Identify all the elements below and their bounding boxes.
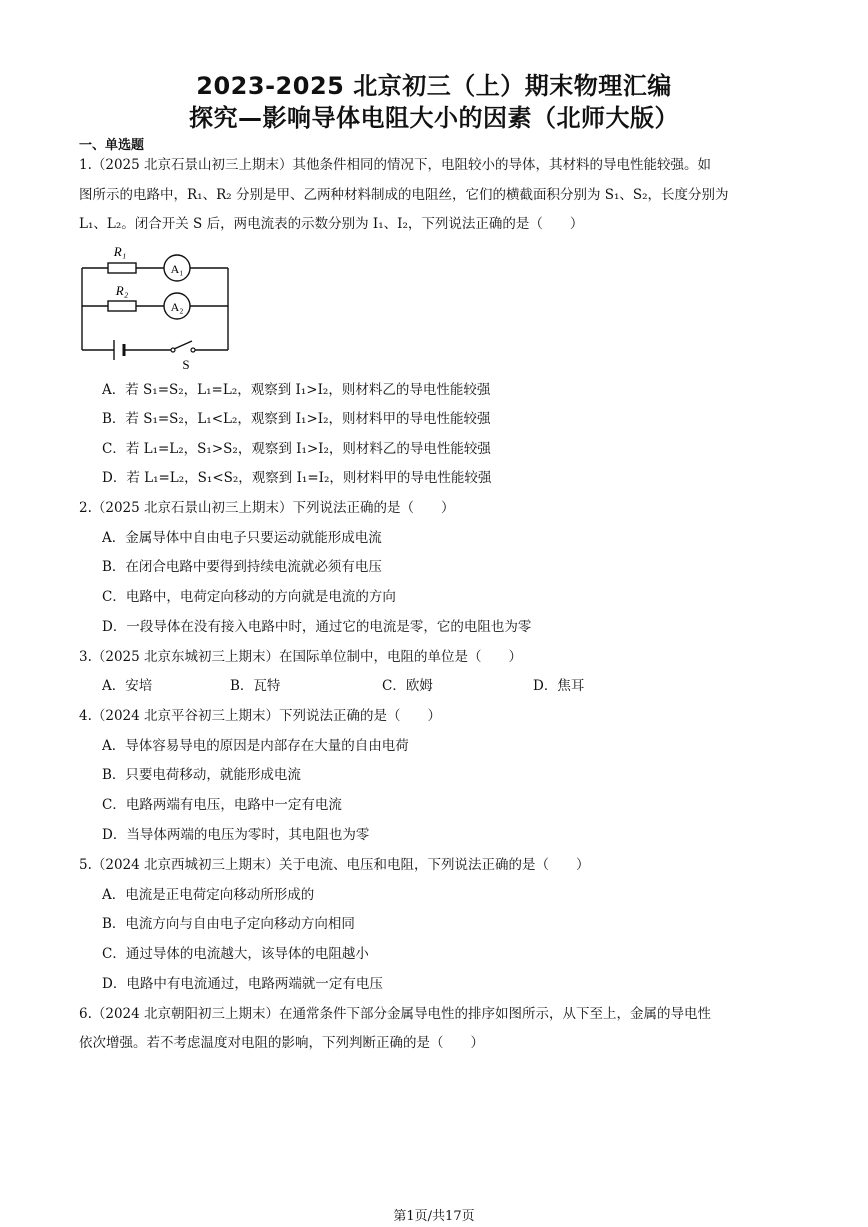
q1-option-a: A．若 S₁=S₂，L₁=L₂，观察到 I₁>I₂，则材料乙的导电性能较强 <box>102 382 491 398</box>
q3-option-a: A．安培 <box>102 678 153 694</box>
q2-option-a: A．金属导体中自由电子只要运动就能形成电流 <box>102 530 382 546</box>
q4-option-b: B．只要电荷移动，就能形成电流 <box>102 767 301 783</box>
q5-option-d: D．电路中有电流通过，电路两端就一定有电压 <box>102 976 383 992</box>
switch-icon <box>171 341 195 352</box>
q1-option-b: B．若 S₁=S₂，L₁<L₂，观察到 I₁>I₂，则材料甲的导电性能较强 <box>102 411 491 427</box>
resistor-r2 <box>108 301 136 311</box>
label-a2: A₂ <box>170 300 184 314</box>
q3-stem: 3.（2025 北京东城初三上期末）在国际单位制中，电阻的单位是（ ） <box>79 649 523 665</box>
section-heading: 一、单选题 <box>79 138 145 153</box>
q2-option-d: D．一段导体在没有接入电路中时，通过它的电流是零，它的电阻也为零 <box>102 619 532 635</box>
q3-option-b: B．瓦特 <box>230 678 281 694</box>
q2-stem: 2.（2025 北京石景山初三上期末）下列说法正确的是（ ） <box>79 500 455 516</box>
q4-option-c: C．电路两端有电压，电路中一定有电流 <box>102 797 342 813</box>
label-switch: S <box>182 357 190 372</box>
label-a1: A₁ <box>170 262 184 276</box>
q2-option-c: C．电路中，电荷定向移动的方向就是电流的方向 <box>102 589 396 605</box>
document-title-line1: 2023-2025 北京初三（上）期末物理汇编 <box>196 72 672 100</box>
q5-option-b: B．电流方向与自由电子定向移动方向相同 <box>102 916 355 932</box>
q4-option-d: D．当导体两端的电压为零时，其电阻也为零 <box>102 827 370 843</box>
q1-option-c: C．若 L₁=L₂，S₁>S₂，观察到 I₁>I₂，则材料乙的导电性能较强 <box>102 441 491 457</box>
battery-icon <box>114 340 124 360</box>
q3-option-c: C．欧姆 <box>382 678 433 694</box>
q1-option-d: D．若 L₁=L₂，S₁<S₂，观察到 I₁=I₂，则材料甲的导电性能较强 <box>102 470 492 486</box>
resistor-r1 <box>108 263 136 273</box>
q5-stem: 5.（2024 北京西城初三上期末）关于电流、电压和电阻，下列说法正确的是（ ） <box>79 857 590 873</box>
q6-stem-line1: 6.（2024 北京朝阳初三上期末）在通常条件下部分金属导电性的排序如图所示，从下至上，金属的导电性 <box>79 1006 712 1022</box>
q1-stem-line3: L₁、L₂。闭合开关 S 后，两电流表的示数分别为 I₁、I₂，下列说法正确的是（ ） <box>79 216 584 232</box>
q1-stem-line1: 1.（2025 北京石景山初三上期末）其他条件相同的情况下，电阻较小的导体，其材料的导电性能较强。如 <box>79 157 712 173</box>
q3-option-d: D．焦耳 <box>533 678 585 694</box>
circuit-diagram <box>76 240 240 374</box>
q4-option-a: A．导体容易导电的原因是内部存在大量的自由电荷 <box>102 738 409 754</box>
q5-option-a: A．电流是正电荷定向移动所形成的 <box>102 887 315 903</box>
label-r2: R₂ <box>115 283 129 298</box>
q1-stem-line2: 图所示的电路中，R₁、R₂ 分别是甲、乙两种材料制成的电阻丝，它们的横截面积分别为 S₁、S₂，长度分别为 <box>79 187 729 203</box>
label-r1: R₁ <box>113 244 127 259</box>
q6-stem-line2: 依次增强。若不考虑温度对电阻的影响，下列判断正确的是（ ） <box>79 1035 484 1051</box>
q2-option-b: B．在闭合电路中要得到持续电流就必须有电压 <box>102 559 382 575</box>
document-title-line2: 探究—影响导体电阻大小的因素（北师大版） <box>189 104 679 132</box>
page-number: 第1页/共17页 <box>393 1209 475 1224</box>
q4-stem: 4.（2024 北京平谷初三上期末）下列说法正确的是（ ） <box>79 708 442 724</box>
q5-option-c: C．通过导体的电流越大，该导体的电阻越小 <box>102 946 369 962</box>
